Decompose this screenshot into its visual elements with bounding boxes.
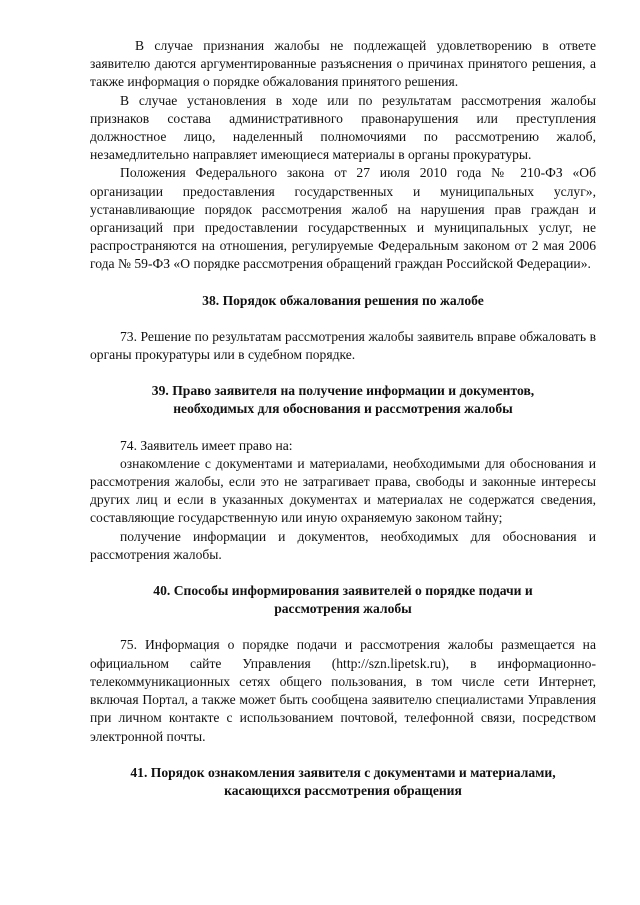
spacer	[90, 310, 596, 328]
paragraph-75: 75. Информация о порядке подачи и рассмотрения жалобы размещается на официальном сайте Управления (http://szn.lipetsk.ru), в информационно-телекоммуникационных сетях общего пользования, в том числе сети Интернет, включая Портал, а также может быть сообщена заявителю специалистами Управления при личном контакте с использованием почтовой, телефонной связи, посредством электронной почты.	[90, 637, 596, 744]
section-41-heading-line1: 41. Порядок ознакомления заявителя с документами и материалами,	[130, 764, 556, 780]
paragraph-73: 73. Решение по результатам рассмотрения жалобы заявитель вправе обжаловать в органы прокуратуры или в судебном порядке.	[90, 328, 596, 363]
paragraph-federal-law: Положения Федерального закона от 27 июля 2010 года № 210-ФЗ «Об организации предоставления государственных и муниципальных услуг», устанавливающие порядок рассмотрения жалоб на нарушения прав граждан и организаций при предоставлении государственных и муниципальных услуг, не распространяются на отношения, регулируемые Федеральным законом от 2 мая 2006 года № 59-ФЗ «О порядке рассмотрения обращений граждан Российской Федерации».	[90, 165, 596, 272]
section-41-heading-line2: касающихся рассмотрения обращения	[224, 782, 462, 798]
list-item-obtaining-info: получение информации и документов, необходимых для обоснования и рассмотрения жалобы.	[90, 528, 596, 562]
section-40-heading-line2: рассмотрения жалобы	[274, 601, 412, 617]
spacer	[90, 419, 596, 437]
page-content	[90, 37, 596, 800]
list-item-familiarization: ознакомление с документами и материалами, необходимыми для обоснования и рассмотрения жалобы, если это не затрагивает права, свободы и законные интересы других лиц и если в указанных документах и материалах не содержатся сведения, составляющие государственную или иную охраняемую законом тайну;	[90, 455, 596, 526]
section-40-heading-line1: 40. Способы информирования заявителей о порядке подачи и	[153, 583, 533, 599]
spacer	[90, 564, 596, 582]
section-41-heading	[90, 764, 596, 800]
section-39-heading	[90, 382, 596, 418]
section-39-heading-line1: 39. Право заявителя на получение информации и документов,	[151, 383, 535, 399]
spacer	[90, 364, 596, 382]
section-39-heading-line2: необходимых для обоснования и рассмотрения жалобы	[173, 401, 513, 417]
spacer	[90, 274, 596, 292]
spacer	[90, 618, 596, 636]
section-38-heading: 38. Порядок обжалования решения по жалобе	[202, 292, 484, 308]
paragraph-violation-signs: В случае установления в ходе или по результатам рассмотрения жалобы признаков состава административного правонарушения или преступления должностное лицо, наделенный полномочиями по рассмотрению жалоб, незамедлительно направляет имеющиеся материалы в органы прокуратуры.	[90, 92, 596, 163]
spacer	[90, 746, 596, 764]
paragraph-refusal-answer: В случае признания жалобы не подлежащей удовлетворению в ответе заявителю даются аргументированные разъяснения о причинах принятого решения, а также информация о порядке обжалования принятого решения.	[90, 38, 596, 90]
section-40-heading	[90, 582, 596, 618]
paragraph-74: 74. Заявитель имеет право на:	[120, 437, 293, 453]
